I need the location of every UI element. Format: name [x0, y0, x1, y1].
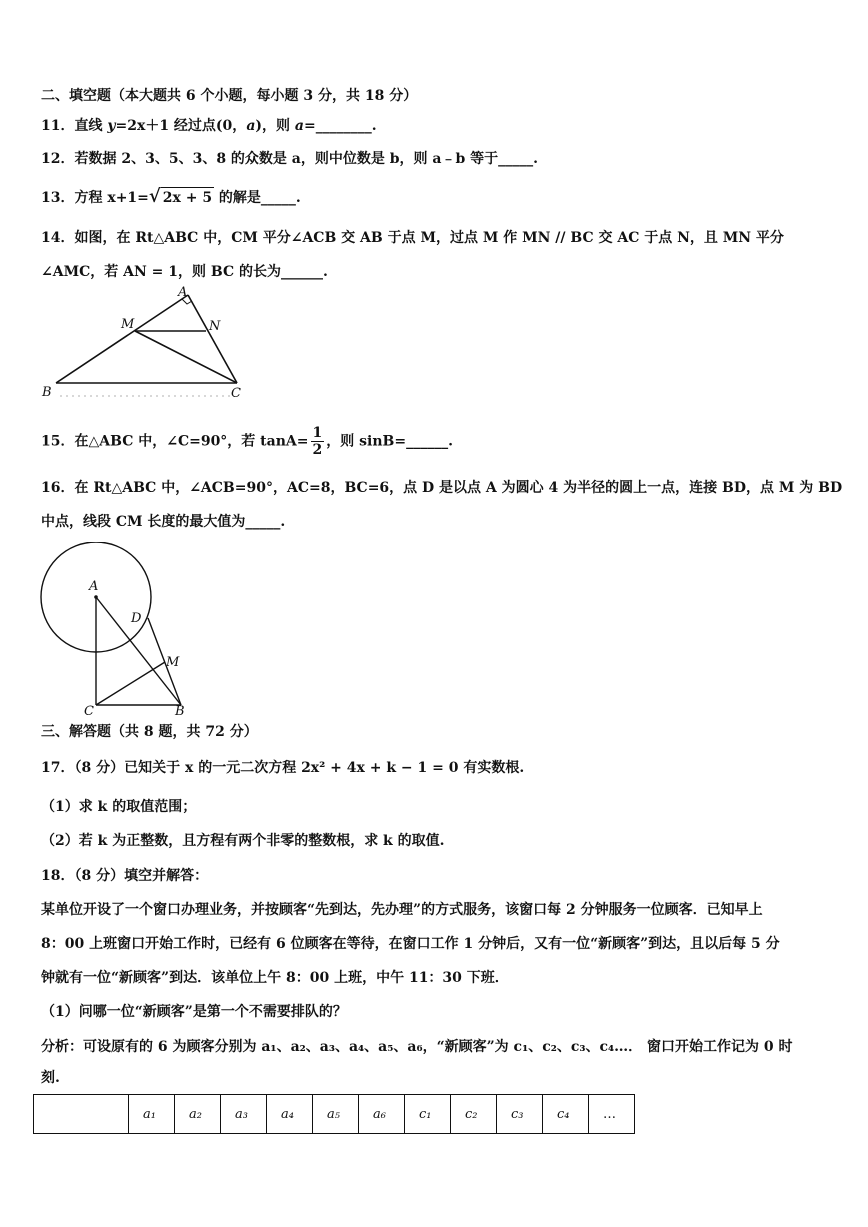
table-cell	[34, 1095, 129, 1134]
question-18-para2: 8：00 上班窗口开始工作时，已经有 6 位顾客在等待，在窗口工作 1 分钟后，又有一位“新顾客”到达，且以后每 5 分	[41, 936, 780, 952]
sqrt-expression: 2x + 5	[161, 187, 214, 208]
question-15: 15．在△ABC 中，∠C=90°，若 tanA= $\frac{1}{2}$ ，则 sinB=______.	[41, 425, 453, 458]
table-cell: c₃	[497, 1095, 543, 1134]
table-row	[34, 1095, 635, 1134]
table-cell: a₄	[267, 1095, 313, 1134]
label-b: B	[42, 385, 52, 400]
question-17-part1: （1）求 k 的取值范围；	[41, 799, 197, 815]
table-cell: a₃	[221, 1095, 267, 1134]
label-a: A	[178, 285, 188, 300]
question-17-part2: （2）若 k 为正整数，且方程有两个非零的整数根，求 k 的取值.	[41, 833, 445, 849]
table-cell: a₆	[359, 1095, 405, 1134]
center-point-a	[94, 595, 98, 599]
table-cell: …	[589, 1095, 635, 1134]
segment-ba	[56, 295, 188, 383]
table-cell: c₄	[543, 1095, 589, 1134]
customer-table	[33, 1094, 635, 1134]
circle-figure-q16	[38, 542, 188, 718]
question-18-stem: 18．（8 分）填空并解答：	[41, 868, 209, 884]
fraction-half: $\frac{1}{2}$	[312, 425, 323, 458]
question-13: 13．方程 x+1=√ 2x + 5 的解是_____.	[41, 186, 301, 207]
question-11: 11．直线 y=2x＋1 经过点(0，a)，则 a=________.	[41, 118, 377, 134]
question-17-stem: 17．（8 分）已知关于 x 的一元二次方程 2x² + 4x + k − 1 = 0 有实数根.	[41, 760, 525, 776]
question-14-line1: 14．如图，在 Rt△ABC 中，CM 平分∠ACB 交 AB 于点 M，过点 M 作 MN // BC 交 AC 于点 N，且 MN 平分	[41, 230, 784, 246]
label-a: A	[89, 579, 99, 594]
label-n: N	[209, 319, 221, 334]
question-18-para3: 钟就有一位“新顾客”到达．该单位上午 8：00 上班，中午 11：30 下班．	[41, 970, 509, 986]
question-18-analysis1: 分析：可设原有的 6 为顾客分别为 a₁、a₂、a₃、a₄、a₅、a₆，“新顾客”为 c₁、c₂、c₃、c₄…． 窗口开始工作记为 0 时	[41, 1039, 793, 1055]
section2-header: 二、填空题（本大题共 6 个小题，每小题 3 分，共 18 分）	[41, 88, 418, 104]
question-12: 12．若数据 2、3、5、3、8 的众数是 a，则中位数是 b，则 a﹣b 等于_____.	[41, 151, 539, 167]
question-16-line2: 中点，线段 CM 长度的最大值为_____.	[41, 514, 286, 530]
table-cell: c₁	[405, 1095, 451, 1134]
table-cell: a₁	[129, 1095, 175, 1134]
question-16-line1: 16．在 Rt△ABC 中，∠ACB=90°，AC=8，BC=6，点 D 是以点 A 为圆心 4 为半径的圆上一点，连接 BD，点 M 为 BD	[41, 480, 843, 496]
label-m: M	[121, 317, 135, 332]
question-18-part1: （1）问哪一位“新顾客”是第一个不需要排队的？	[41, 1004, 347, 1020]
table-cell: a₂	[175, 1095, 221, 1134]
table-cell: c₂	[451, 1095, 497, 1134]
section3-header: 三、解答题（共 8 题，共 72 分）	[41, 724, 258, 740]
label-b: B	[175, 704, 185, 718]
table-cell: a₅	[313, 1095, 359, 1134]
question-14-line2: ∠AMC，若 AN = 1，则 BC 的长为______.	[41, 264, 328, 280]
label-m: M	[166, 655, 180, 670]
segment-cm	[96, 662, 165, 705]
label-d: D	[131, 611, 142, 626]
label-c: C	[84, 704, 94, 718]
triangle-figure-q14	[38, 284, 250, 402]
label-c: C	[231, 386, 241, 401]
question-18-para1: 某单位开设了一个窗口办理业务，并按顾客“先到达，先办理”的方式服务，该窗口每 2 分钟服务一位顾客．已知早上	[41, 902, 763, 918]
question-18-analysis2: 刻.	[41, 1070, 60, 1086]
